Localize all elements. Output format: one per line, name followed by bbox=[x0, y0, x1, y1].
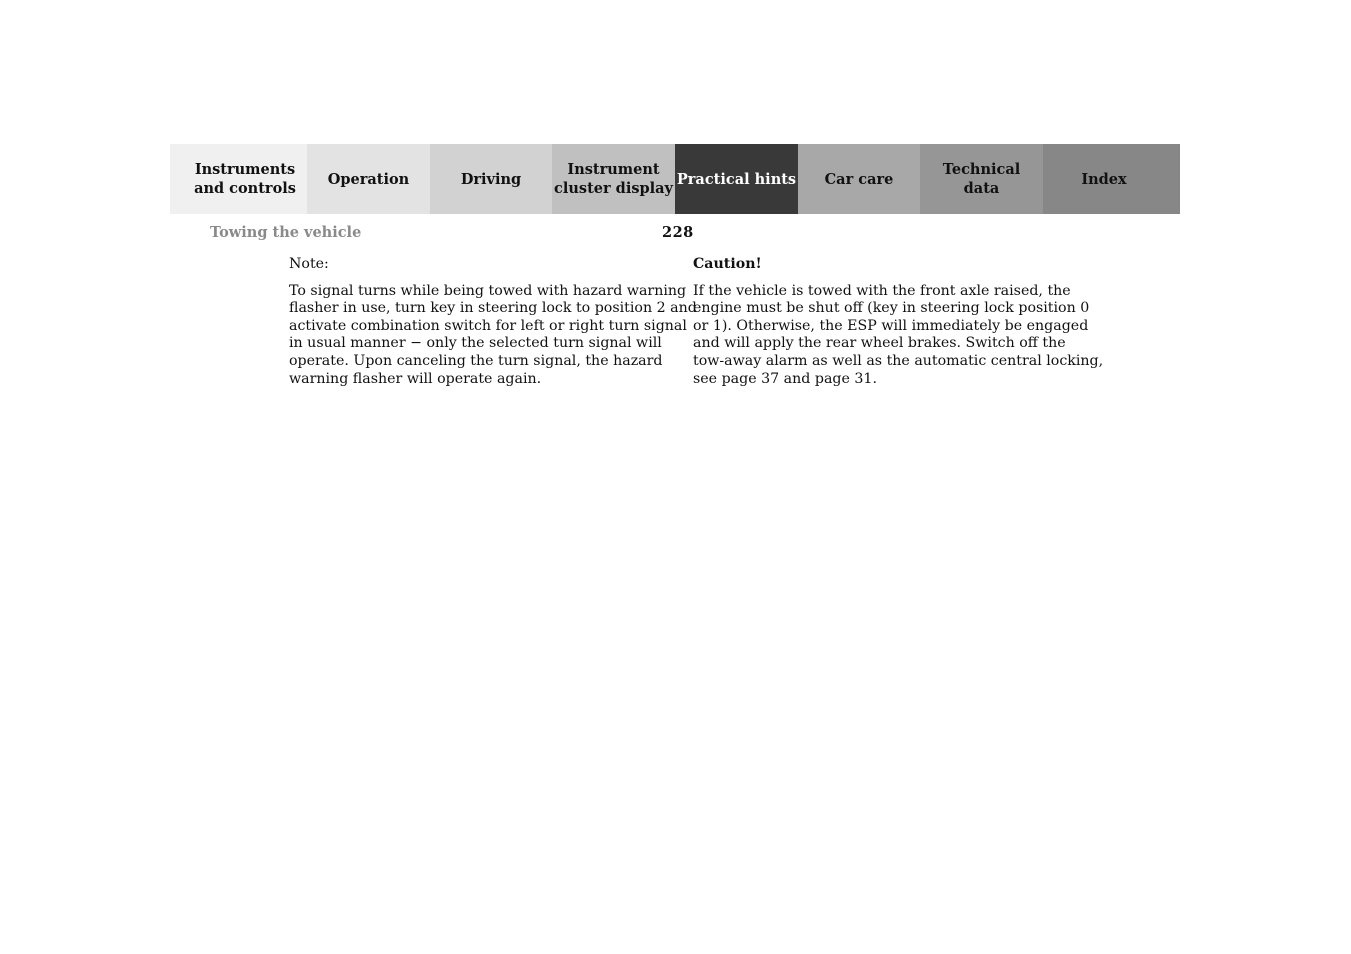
caution-line: tow-away alarm as well as the automatic central locking, bbox=[693, 352, 1104, 369]
note-line: flasher in use, turn key in steering lock to position 2 and bbox=[289, 300, 697, 317]
note-line: in usual manner − only the selected turn signal will bbox=[289, 335, 662, 352]
caution-line: If the vehicle is towed with the front axle raised, the bbox=[693, 282, 1071, 299]
caution-body bbox=[693, 282, 1104, 389]
note-line: activate combination switch for left or right turn signal bbox=[289, 317, 687, 334]
section-title: Towing the vehicle bbox=[210, 224, 362, 241]
tab-instruments-and-controls[interactable]: Instruments and controls bbox=[170, 144, 307, 214]
tab-index[interactable]: Index bbox=[1043, 144, 1180, 214]
note-block bbox=[289, 256, 697, 388]
caution-heading: Caution! bbox=[693, 256, 762, 272]
chapter-tab-bar bbox=[170, 144, 1180, 214]
caution-block bbox=[693, 256, 1104, 388]
note-line: operate. Upon canceling the turn signal, the hazard bbox=[289, 352, 663, 369]
tab-technical-data[interactable]: Technical data bbox=[920, 144, 1043, 214]
tab-practical-hints[interactable]: Practical hints bbox=[675, 144, 798, 214]
note-heading: Note: bbox=[289, 256, 329, 272]
note-line: To signal turns while being towed with hazard warning bbox=[289, 282, 687, 299]
caution-line: and will apply the rear wheel brakes. Switch off the bbox=[693, 335, 1066, 352]
caution-line: or 1). Otherwise, the ESP will immediately be engaged bbox=[693, 317, 1089, 334]
tab-driving[interactable]: Driving bbox=[430, 144, 552, 214]
page-number: 228 bbox=[662, 224, 694, 241]
tab-instrument-cluster-display[interactable]: Instrument cluster display bbox=[552, 144, 675, 214]
caution-line: engine must be shut off (key in steering lock position 0 bbox=[693, 300, 1090, 317]
tab-operation[interactable]: Operation bbox=[307, 144, 430, 214]
note-body bbox=[289, 282, 697, 389]
note-line: warning flasher will operate again. bbox=[289, 370, 542, 387]
caution-line: see page 37 and page 31. bbox=[693, 370, 877, 387]
tab-car-care[interactable]: Car care bbox=[798, 144, 920, 214]
